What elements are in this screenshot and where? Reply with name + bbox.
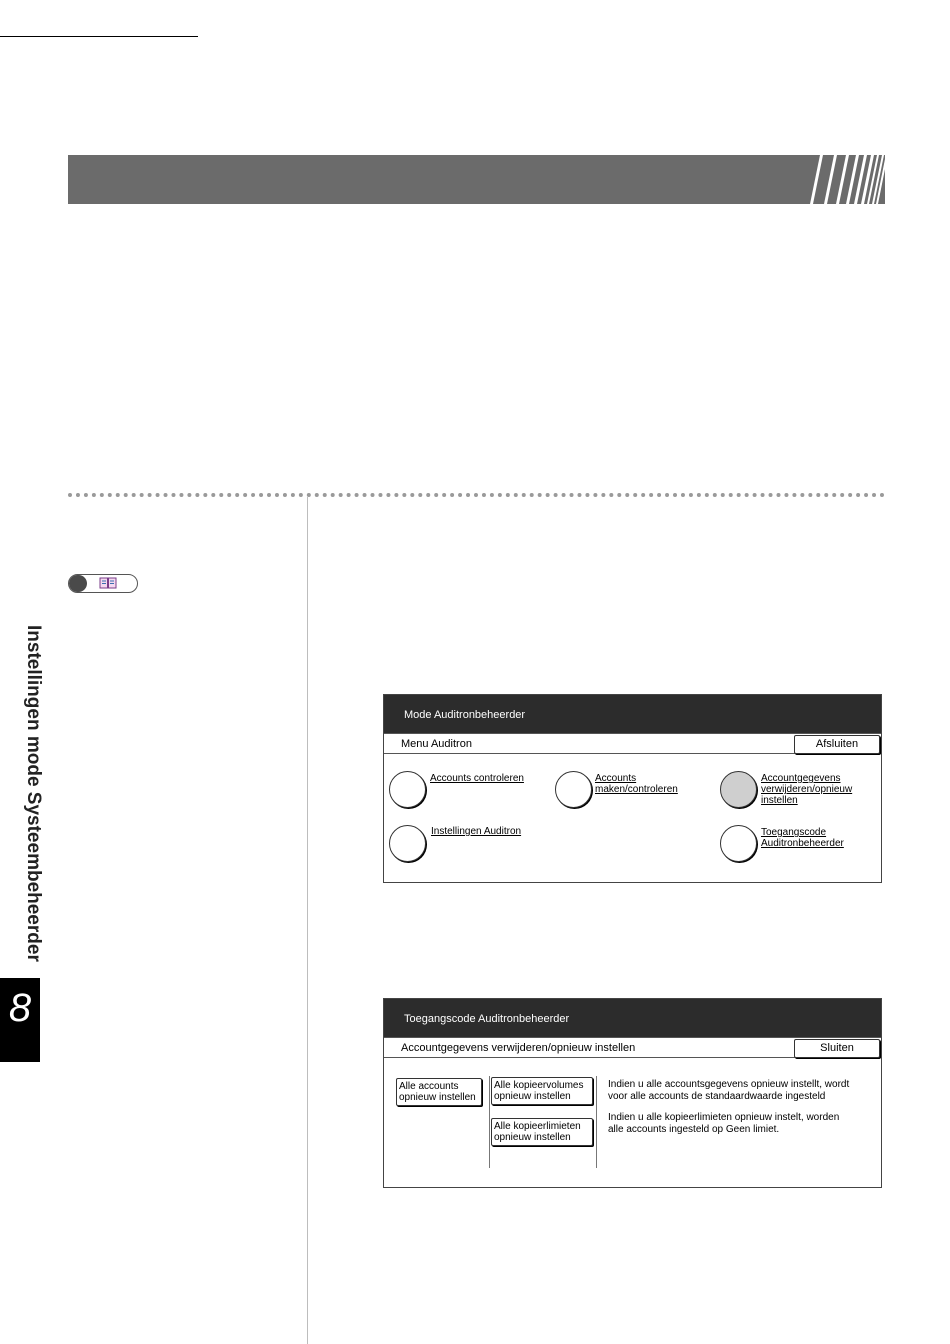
option-auditron-settings[interactable]	[389, 825, 549, 865]
close-button[interactable]: Sluiten	[794, 1039, 880, 1058]
reset-copy-limits-button[interactable]: Alle kopieerlimieten opnieuw instellen	[491, 1118, 593, 1146]
option-radio[interactable]	[555, 771, 592, 808]
option-admin-passcode[interactable]	[720, 825, 880, 865]
option-radio-selected[interactable]	[720, 771, 757, 808]
option-label: Accounts controleren	[430, 773, 524, 784]
screen-title: Mode Auditronbeheerder	[384, 695, 881, 733]
header-rule	[0, 36, 198, 37]
reset-copy-volumes-button[interactable]: Alle kopieervolumes opnieuw instellen	[491, 1077, 593, 1105]
close-button[interactable]: Afsluiten	[794, 735, 880, 754]
book-icon	[99, 577, 117, 589]
stripes-decoration	[68, 155, 885, 204]
chapter-side-label: Instellingen mode Systeembeheerder	[23, 625, 44, 962]
screen-subtitle: Accountgegevens verwijderen/opnieuw instellen	[401, 1042, 636, 1054]
info-text-accounts: Indien u alle accountsgegevens opnieuw instellt, wordt voor alle accounts de standaardwaarde ingesteld	[608, 1079, 850, 1102]
reference-note-badge	[68, 574, 138, 593]
section-separator	[68, 493, 885, 497]
auditron-menu-screen	[383, 694, 882, 883]
screen-subtitle-bar	[384, 1037, 881, 1058]
reset-all-accounts-button[interactable]: Alle accounts opnieuw instellen	[396, 1078, 482, 1106]
option-label: Accounts maken/controleren	[595, 773, 678, 795]
section-title-band	[68, 155, 885, 204]
option-label: Instellingen Auditron	[431, 826, 522, 837]
screen-subtitle-bar	[384, 733, 881, 754]
option-radio[interactable]	[389, 771, 426, 808]
option-label: Toegangscode Auditronbeheerder	[761, 827, 844, 849]
option-radio[interactable]	[389, 825, 426, 862]
divider-line	[489, 1076, 490, 1168]
info-text-limits: Indien u alle kopieerlimieten opnieuw instelt, worden alle accounts ingesteld op Geen limiet.	[608, 1112, 840, 1135]
column-divider	[307, 497, 308, 1344]
divider-line	[596, 1076, 597, 1168]
option-radio[interactable]	[720, 825, 757, 862]
option-label: Accountgegevens verwijderen/opnieuw instellen	[761, 773, 853, 806]
screen-subtitle: Menu Auditron	[401, 738, 472, 750]
chapter-number-tab: 8	[0, 978, 40, 1062]
screen-title: Toegangscode Auditronbeheerder	[384, 999, 881, 1037]
note-dot	[69, 575, 87, 592]
account-data-reset-screen	[383, 998, 882, 1188]
option-accounts-create[interactable]	[555, 771, 715, 811]
option-accounts-check[interactable]	[389, 771, 549, 811]
option-account-data-reset[interactable]	[720, 771, 880, 811]
